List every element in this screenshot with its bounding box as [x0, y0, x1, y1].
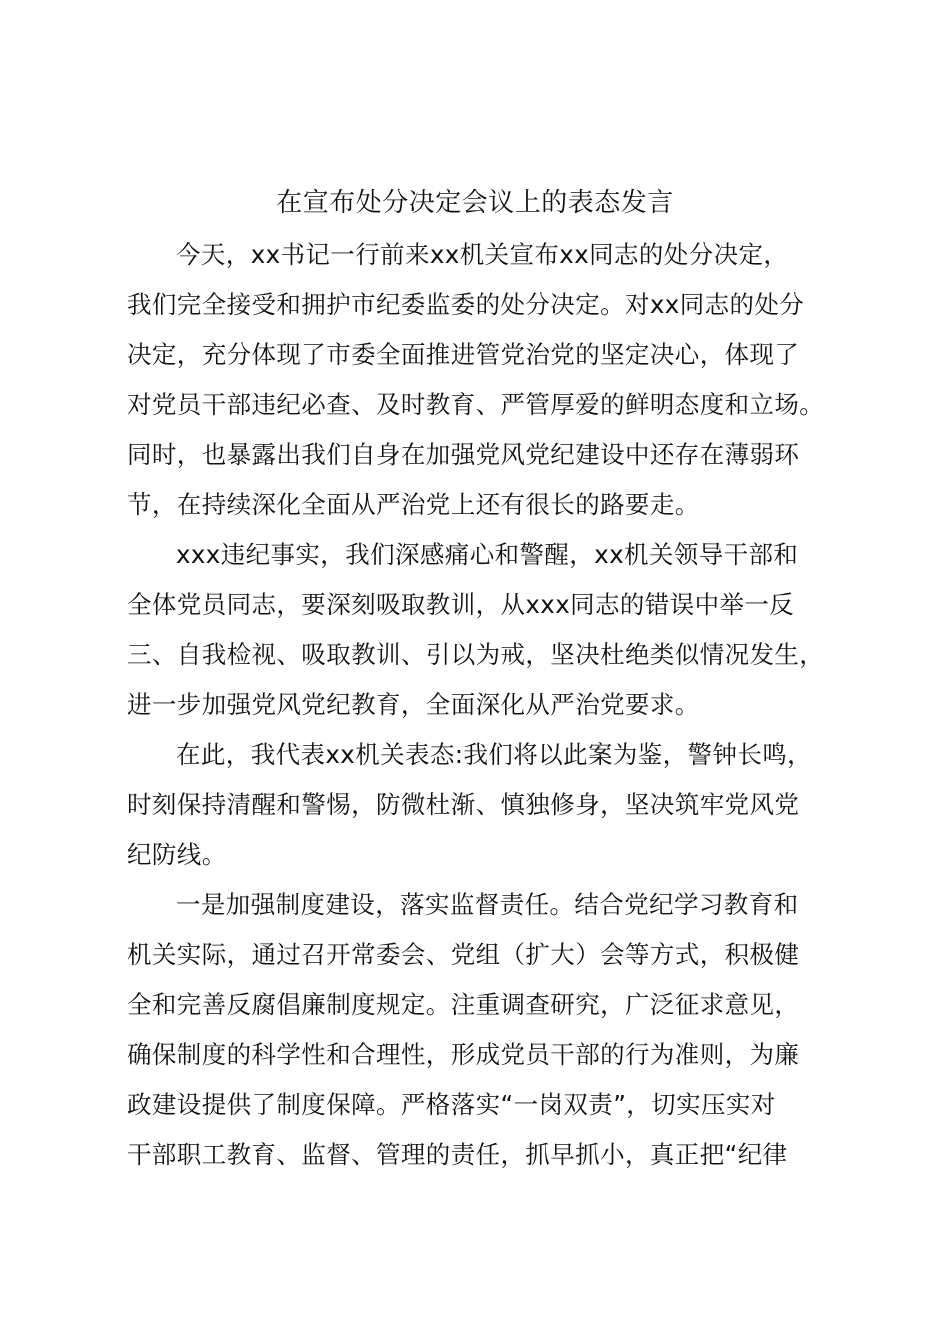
paragraph-1-line-1: 今天，xx书记一行前来xx机关宣布xx同志的处分决定， — [176, 240, 789, 269]
paragraph-2-line-2: 全体党员同志，要深刻吸取教训，从xxx同志的错误中举一反 — [127, 590, 795, 619]
document-title: 在宣布处分决定会议上的表态发言 — [276, 188, 674, 218]
paragraph-1-line-4: 对党员干部违纪必查、及时教育、严管厚爱的鲜明态度和立场。 — [127, 390, 825, 419]
paragraph-1-line-5: 同时，也暴露出我们自身在加强党风党纪建设中还存在薄弱环 — [127, 440, 800, 469]
paragraph-3-line-2: 时刻保持清醒和警惕，防微杜渐、慎独修身，坚决筑牢党风党 — [127, 790, 800, 819]
paragraph-2-line-3: 三、自我检视、吸取教训、引以为戒，坚决杜绝类似情况发生， — [127, 640, 825, 669]
paragraph-4-line-5: 政建设提供了制度保障。严格落实“一岗双责”，切实压实对 — [127, 1090, 776, 1119]
paragraph-3-line-1: 在此，我代表xx机关表态:我们将以此案为鉴，警钟长鸣， — [176, 740, 813, 769]
paragraph-1-line-3: 决定，充分体现了市委全面推进管党治党的坚定决心，体现了 — [127, 340, 800, 369]
paragraph-1-line-2: 我们完全接受和拥护市纪委监委的处分决定。对xx同志的处分 — [127, 290, 805, 319]
paragraph-4-line-6: 干部职工教育、监督、管理的责任，抓早抓小，真正把“纪律 — [127, 1140, 788, 1169]
paragraph-1-line-6: 节，在持续深化全面从严治党上还有很长的路要走。 — [127, 490, 700, 519]
paragraph-4-line-2: 机关实际，通过召开常委会、党组（扩大）会等方式，积极健 — [127, 940, 800, 969]
paragraph-4-line-1: 一是加强制度建设，落实监督责任。结合党纪学习教育和 — [176, 890, 799, 919]
paragraph-2-line-4: 进一步加强党风党纪教育，全面深化从严治党要求。 — [127, 690, 700, 719]
paragraph-4-line-4: 确保制度的科学性和合理性，形成党员干部的行为准则，为廉 — [127, 1040, 800, 1069]
paragraph-3-line-3: 纪防线。 — [127, 840, 227, 869]
paragraph-2-line-1: xxx违纪事实，我们深感痛心和警醒，xx机关领导干部和 — [176, 540, 799, 569]
paragraph-4-line-3: 全和完善反腐倡廉制度规定。注重调查研究，广泛征求意见， — [127, 990, 800, 1019]
